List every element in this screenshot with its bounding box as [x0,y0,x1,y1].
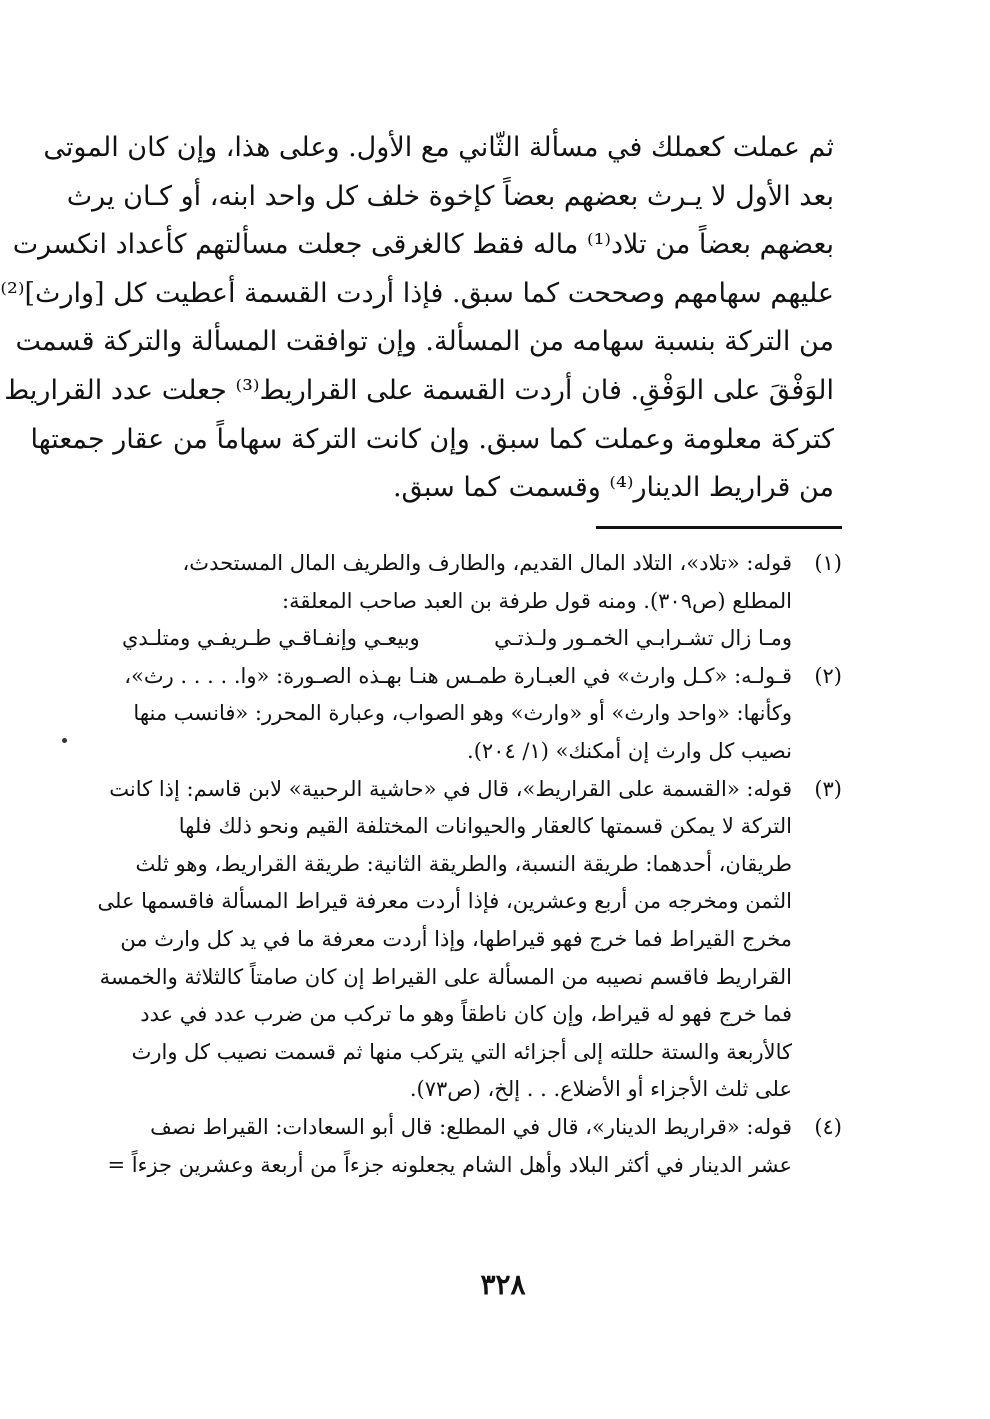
footnote-line: القراريط فاقسم نصيبه من المسألة على القيراط إن كان صامتاً كالثلاثة والخمسة [99,964,792,989]
footnote-line: التركة لا يمكن قسمتها كالعقار والحيوانات المختلفة القيم ونحو ذلك فلها [178,814,792,839]
footnote-number: (٣) [814,776,842,801]
verse-first-hemistich: ومـا زال تشـرابـي الخمـور ولـذتـي [494,626,792,651]
footnote-line: قوله: «تلاد»، التلاد المال القديم، والطارف والطريف المال المستحدث، [182,551,792,575]
footnote-line: وكأنها: «واحد وارث» أو «وارث» وهو الصواب، وعبارة المحرر: «فانسب منها [133,701,792,726]
main-text-block [0,124,834,513]
footnote-line: نصيب كل وارث إن أمكنك» (١/ ٢٠٤). [467,738,792,763]
footnote-line: قوله: «قراريط الدينار»، قال في المطلع: قال أبو السعادات: القيراط نصف [150,1114,792,1139]
main-text-line: عليهم سهامهم وصححت كما سبق. فإذا أردت القسمة أعطيت كل [وارث]⁽²⁾ [0,277,834,309]
main-text-line: من التركة بنسبة سهامه من المسألة. وإن توافقت المسألة والتركة قسمت [15,326,834,358]
footnote-line: قـولـه: «كـل وارث» في العبـارة طمـس هنـا بهـذه الصـورة: «وا. . . . . رث»، [124,663,792,688]
main-text-line: من قراريط الدينار⁽⁴⁾ وقسمت كما سبق. [392,472,834,504]
verse-second-hemistich: وبيعـي وإنفـاقـي طـريفـي ومتلـدي [122,626,420,651]
footnote-number: (٢) [814,663,842,688]
footnote-number: (١) [814,551,842,575]
main-text-line: كتركة معلومة وعملت كما سبق. وإن كانت التركة سهاماً من عقار جمعتها [30,423,834,455]
main-text-line: الوَفْقَ على الوَفْقِ. فان أردت القسمة على القراريط⁽³⁾ جعلت عدد القراريط [4,374,834,406]
footnote-line: عشر الدينار في أكثر البلاد وأهل الشام يجعلونه جزءاً من أربعة وعشرين جزءاً = [107,1152,792,1177]
footnote-1 [122,545,842,658]
footnote-line: قوله: «القسمة على القراريط»، قال في «حاشية الرحبية» لابن قاسم: إذا كانت [109,776,792,801]
footnote-separator [596,526,842,529]
footnotes-block [97,545,842,1184]
footnote-line: كالأربعة والستة حللته إلى أجزائه التي يتركب منها ثم قسمت نصيب كل وارث [131,1039,792,1064]
footnote-line: فما خرج فهو له قيراط، وإن كان ناطقاً وهو ما تركب من ضرب عدد في عدد [140,1002,792,1027]
footnote-line: طريقان، أحدهما: طريقة النسبة، والطريقة الثانية: طريقة القراريط، وهو ثلث [135,851,792,876]
footnote-line: على ثلث الأجزاء أو الأضلاع. . . إلخ، (ص٧٣). [409,1077,792,1102]
main-text-line: ثم عملت كعملك في مسألة الثّاني مع الأول. وعلى هذا، وإن كان الموتى [43,132,834,163]
footnote-line: المطلع (ص٣٠٩). ومنه قول طرفة بن العبد صاحب المعلقة: [282,588,792,613]
footnote-line: مخرج القيراط فما خرج فهو قيراطها، وإذا أردت معرفة ما في يد كل وارث من [120,926,792,951]
poetry-verse [122,620,792,658]
footnote-line: الثمن ومخرجه من أربع وعشرين، فإذا أردت معرفة قيراط المسألة فاقسمها على [97,889,792,914]
footnote-4 [107,1109,842,1184]
main-text-line: بعضهم بعضاً من تلاد⁽¹⁾ ماله فقط كالغرقى جعلت مسألتهم كأعداد انكسرت [12,229,834,261]
footnote-2 [122,658,842,771]
main-text-line: بعد الأول لا يـرث بعضهم بعضاً كإخوة خلف كل واحد ابنه، أو كـان يرث [66,180,834,212]
footnote-3 [97,771,842,1109]
footnote-number: (٤) [814,1114,842,1139]
page-number: ٣٢٨ [480,1268,526,1301]
scan-speck [62,738,67,743]
